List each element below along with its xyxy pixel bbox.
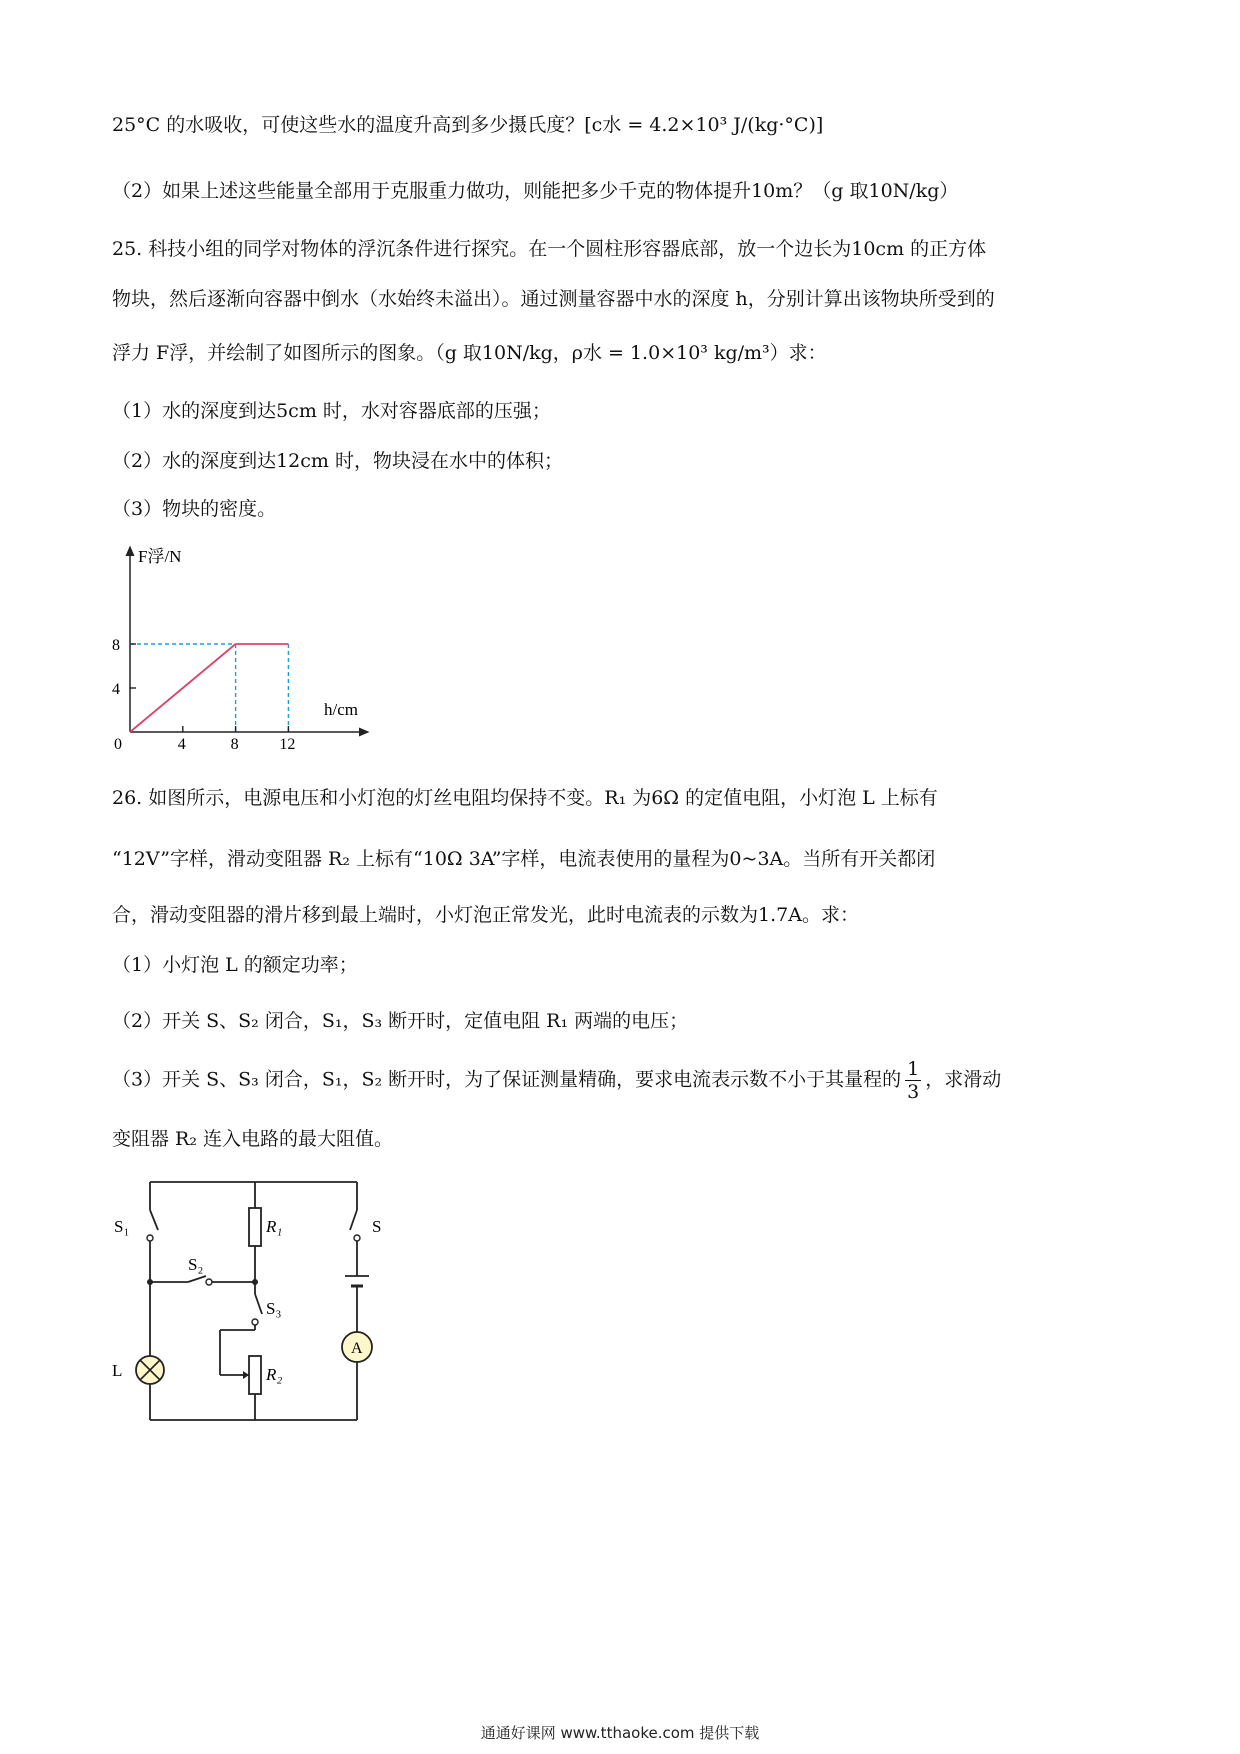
switch-s3-label: S₃ — [266, 1299, 282, 1318]
q25-line1: 25. 科技小组的同学对物体的浮沉条件进行探究。在一个圆柱形容器底部，放一个边长为10cm 的正方体 — [112, 238, 987, 260]
rheostat-r2-body — [249, 1356, 261, 1394]
q26-part1: （1）小灯泡 L 的额定功率； — [112, 954, 358, 976]
x-tick-label: 4 — [177, 736, 186, 750]
y-tick-label: 8 — [112, 637, 120, 654]
fraction-numerator: 1 — [907, 1058, 920, 1080]
resistor-r1-body — [249, 1208, 261, 1246]
q26-part3-tail: ，求滑动 — [925, 1068, 1002, 1091]
q26-line1: 26. 如图所示，电源电压和小灯泡的灯丝电阻均保持不变。R₁ 为6Ω 的定值电阻，小灯泡 L 上标有 — [112, 787, 938, 809]
x-tick-label: 8 — [230, 736, 239, 750]
q25-line3: 浮力 F浮，并绘制了如图所示的图象。（g 取10N/kg，ρ水 = 1.0×10³ kg/m³）求： — [112, 342, 827, 364]
origin-label: 0 — [114, 736, 122, 750]
q25-line2: 物块，然后逐渐向容器中倒水（水始终未溢出）。通过测量容器中水的深度 h，分别计算出该物块所受到的 — [112, 288, 995, 310]
circuit-diagram — [110, 1180, 410, 1430]
q25-part1: （1）水的深度到达5cm 时，水对容器底部的压强； — [112, 400, 551, 422]
ammeter-label: A — [351, 1340, 363, 1357]
switch-s1-blade — [150, 1210, 158, 1230]
q26-line3: 合，滑动变阻器的滑片移到最上端时，小灯泡正常发光，此时电流表的示数为1.7A。求： — [112, 904, 859, 926]
resistor-r1-label: R₁ — [266, 1217, 283, 1236]
page-footer: 通通好课网 www.tthaoke.com 提供下载 — [480, 1724, 760, 1742]
buoyancy-depth-graph — [100, 540, 380, 750]
switch-s-blade — [350, 1210, 357, 1230]
one-third-fraction — [905, 1058, 921, 1103]
x-axis-label: h/cm — [324, 700, 358, 719]
y-tick-label: 4 — [112, 681, 120, 698]
q25-part2: （2）水的深度到达12cm 时，物块浸在水中的体积； — [112, 450, 563, 472]
y-axis-label: F浮/N — [138, 547, 182, 566]
ammeter-icon — [342, 1332, 372, 1362]
q24-line1: 25°C 的水吸收，可使这些水的温度升高到多少摄氏度？[c水 = 4.2×10³ J/(kg·°C)] — [112, 114, 824, 136]
switch-s-label: S — [372, 1217, 382, 1236]
q25-part3: （3）物块的密度。 — [112, 498, 277, 520]
switch-s2-label: S₂ — [188, 1255, 204, 1274]
switch-s2-blade — [188, 1276, 206, 1282]
q26-part2: （2）开关 S、S₂ 闭合，S₁，S₃ 断开时，定值电阻 R₁ 两端的电压； — [112, 1010, 689, 1032]
lamp-label: L — [112, 1361, 123, 1380]
q26-line2: “12V”字样，滑动变阻器 R₂ 上标有“10Ω 3A”字样，电流表使用的量程为0~3A。当所有开关都闭 — [112, 848, 936, 870]
lamp-icon — [136, 1356, 164, 1384]
switch-s3-blade — [255, 1294, 262, 1314]
switch-s1-label: S₁ — [114, 1217, 130, 1236]
q24-part2: （2）如果上述这些能量全部用于克服重力做功，则能把多少千克的物体提升10m？（g 取10N/kg） — [112, 180, 959, 202]
rheostat-r2-label: R₂ — [266, 1365, 283, 1384]
x-tick-label: 12 — [279, 736, 296, 750]
q26-part3-text: （3）开关 S、S₃ 闭合，S₁，S₂ 断开时，为了保证测量精确，要求电流表示数不小于其量程的 — [112, 1068, 902, 1091]
series-segment — [130, 644, 236, 732]
q26-part3-line2: 变阻器 R₂ 连入电路的最大阻值。 — [112, 1128, 394, 1150]
q26-part3 — [112, 1058, 1001, 1103]
fraction-denominator: 3 — [907, 1081, 920, 1103]
